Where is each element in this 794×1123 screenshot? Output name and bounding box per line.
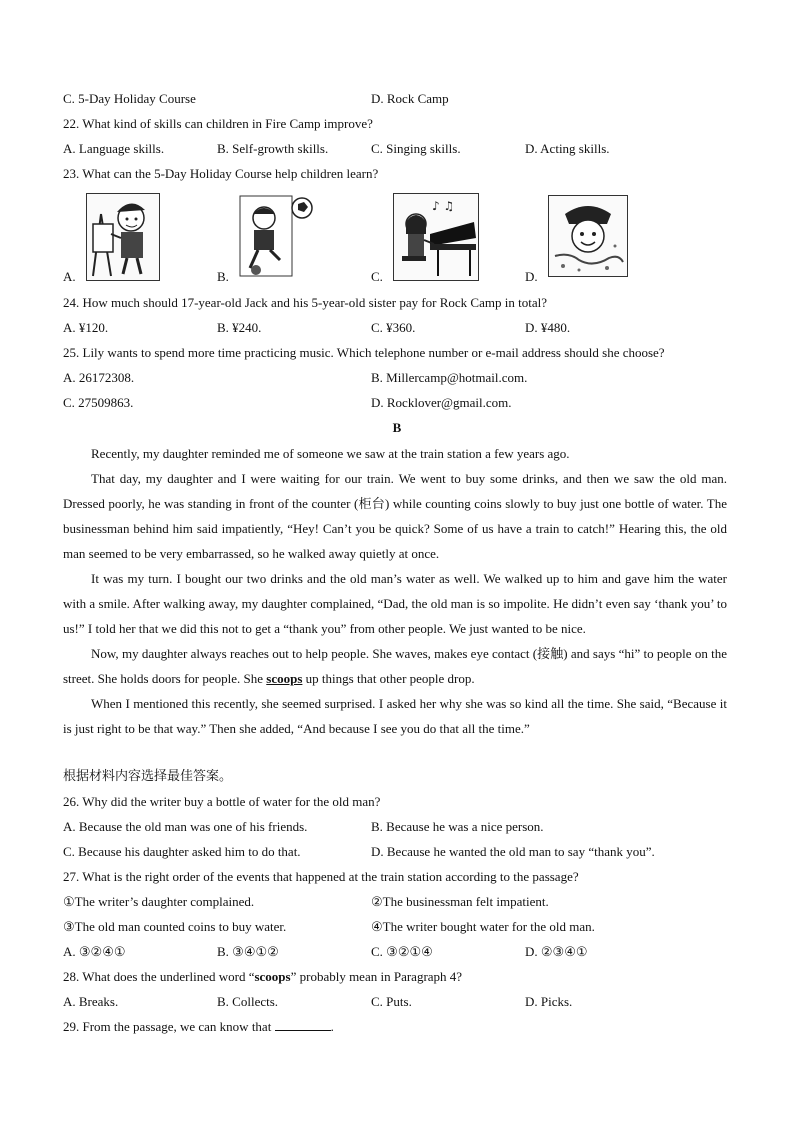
q29-end: . (330, 1019, 334, 1034)
q27-option-d: D. ②③④① (525, 944, 588, 959)
passage-b (63, 441, 727, 741)
q22-option-d: D. Acting skills. (525, 141, 610, 156)
passage-paragraph-5: When I mentioned this recently, she seemed surprised. I asked her why she was so kind all the time. She said, “Because it is just right to be that way.” Then she added, “And because I see you do that all the time.” (63, 696, 727, 736)
p4-after: up things that other people drop. (302, 671, 475, 686)
q28-option-b: B. Collects. (217, 994, 279, 1009)
q23-label-d: D. (525, 269, 538, 284)
q29-question (63, 1018, 334, 1036)
q24-option-a: A. ¥120. (63, 320, 109, 335)
q27-question: 27. What is the right order of the events that happened at the train station according to the passage? (63, 869, 579, 884)
q25-option-c: C. 27509863. (63, 395, 134, 410)
q29-text: 29. From the passage, we can know that (63, 1019, 275, 1034)
q25-option-b: B. Millercamp@hotmail.com. (371, 370, 528, 385)
q26-option-c: C. Because his daughter asked him to do that. (63, 844, 301, 859)
q27-option-c: C. ③②①④ (371, 944, 433, 959)
passage-paragraph-3: It was my turn. I bought our two drinks and the old man’s water as well. We walked up to him and gave him the water with a smile. After walking away, my daughter complained, “Dad, the old man is so impolite. He didn’t even say ‘thank you’ to us!” I told her that we did this not to get a “thank you” from other people. We just wanted to be nice. (63, 571, 727, 636)
q24-option-c: C. ¥360. (371, 320, 416, 335)
q27-event-4: ④The writer bought water for the old man. (371, 919, 595, 934)
answer-blank[interactable] (275, 1018, 331, 1031)
q26-option-d: D. Because he wanted the old man to say “thank you”. (371, 844, 655, 859)
svg-text:♪ ♫: ♪ ♫ (432, 199, 455, 213)
q24-option-d: D. ¥480. (525, 320, 571, 335)
q28-question (63, 968, 462, 986)
passage-paragraph-4 (63, 641, 727, 691)
painting-boy-icon (86, 193, 160, 281)
q28-text-before: 28. What does the underlined word “ (63, 969, 255, 984)
q27-event-2: ②The businessman felt impatient. (371, 894, 549, 909)
q28-text-after: ” probably mean in Paragraph 4? (290, 969, 463, 984)
q23-label-a: A. (63, 269, 76, 284)
q23-question: 23. What can the 5-Day Holiday Course help children learn? (63, 166, 379, 181)
q22-option-b: B. Self-growth skills. (217, 141, 329, 156)
piano-girl-icon (393, 193, 479, 281)
instruction: 根据材料内容选择最佳答案。 (63, 769, 233, 784)
passage-paragraph-2: That day, my daughter and I were waiting for our train. We went to buy some drinks, and then we saw the old man. Dressed poorly, he was standing in front of the counter (柜台) while counting coins slowly to buy just one bottle of water. The businessman behind him said impatiently, “Hey! Can’t you be quick? Some of us have a train to catch!” Hearing this, the old man seemed to be very embarrassed, so he walked away quietly at once. (63, 471, 727, 561)
q25-question: 25. Lily wants to spend more time practicing music. Which telephone number or e-mail address should she choose? (63, 345, 665, 360)
q22-question: 22. What kind of skills can children in Fire Camp improve? (63, 116, 373, 131)
q22-option-a: A. Language skills. (63, 141, 165, 156)
q25-option-a: A. 26172308. (63, 370, 135, 385)
q26-question: 26. Why did the writer buy a bottle of water for the old man? (63, 794, 381, 809)
q23-label-c: C. (371, 269, 383, 284)
q24-option-b: B. ¥240. (217, 320, 262, 335)
q28-word: scoops (254, 969, 291, 984)
q28-option-d: D. Picks. (525, 994, 573, 1009)
q25-option-d: D. Rocklover@gmail.com. (371, 395, 512, 410)
q27-event-3: ③The old man counted coins to buy water. (63, 919, 287, 934)
q28-option-c: C. Puts. (371, 994, 412, 1009)
q26-option-a: A. Because the old man was one of his friends. (63, 819, 308, 834)
q28-option-a: A. Breaks. (63, 994, 119, 1009)
soccer-boy-icon (238, 194, 314, 278)
passage-paragraph-1: Recently, my daughter reminded me of someone we saw at the train station a few years ago. (91, 446, 570, 461)
q21-option-c: C. 5-Day Holiday Course (63, 91, 196, 106)
q26-option-b: B. Because he was a nice person. (371, 819, 544, 834)
p4-before: Now, my daughter always reaches out to help people. She waves, makes eye contact (接触) and says “hi” to people on the street. She holds doors for people. She (63, 646, 727, 686)
q22-option-c: C. Singing skills. (371, 141, 461, 156)
q21-option-d: D. Rock Camp (371, 91, 449, 106)
q27-option-a: A. ③②④① (63, 944, 126, 959)
q23-label-b: B. (217, 269, 229, 284)
q27-event-1: ①The writer’s daughter complained. (63, 894, 255, 909)
q27-option-b: B. ③④①② (217, 944, 279, 959)
underlined-word: scoops (266, 671, 303, 686)
section-b-title: B (392, 420, 402, 435)
q24-question: 24. How much should 17-year-old Jack and his 5-year-old sister pay for Rock Camp in total? (63, 295, 547, 310)
cooking-boy-icon (548, 195, 628, 277)
